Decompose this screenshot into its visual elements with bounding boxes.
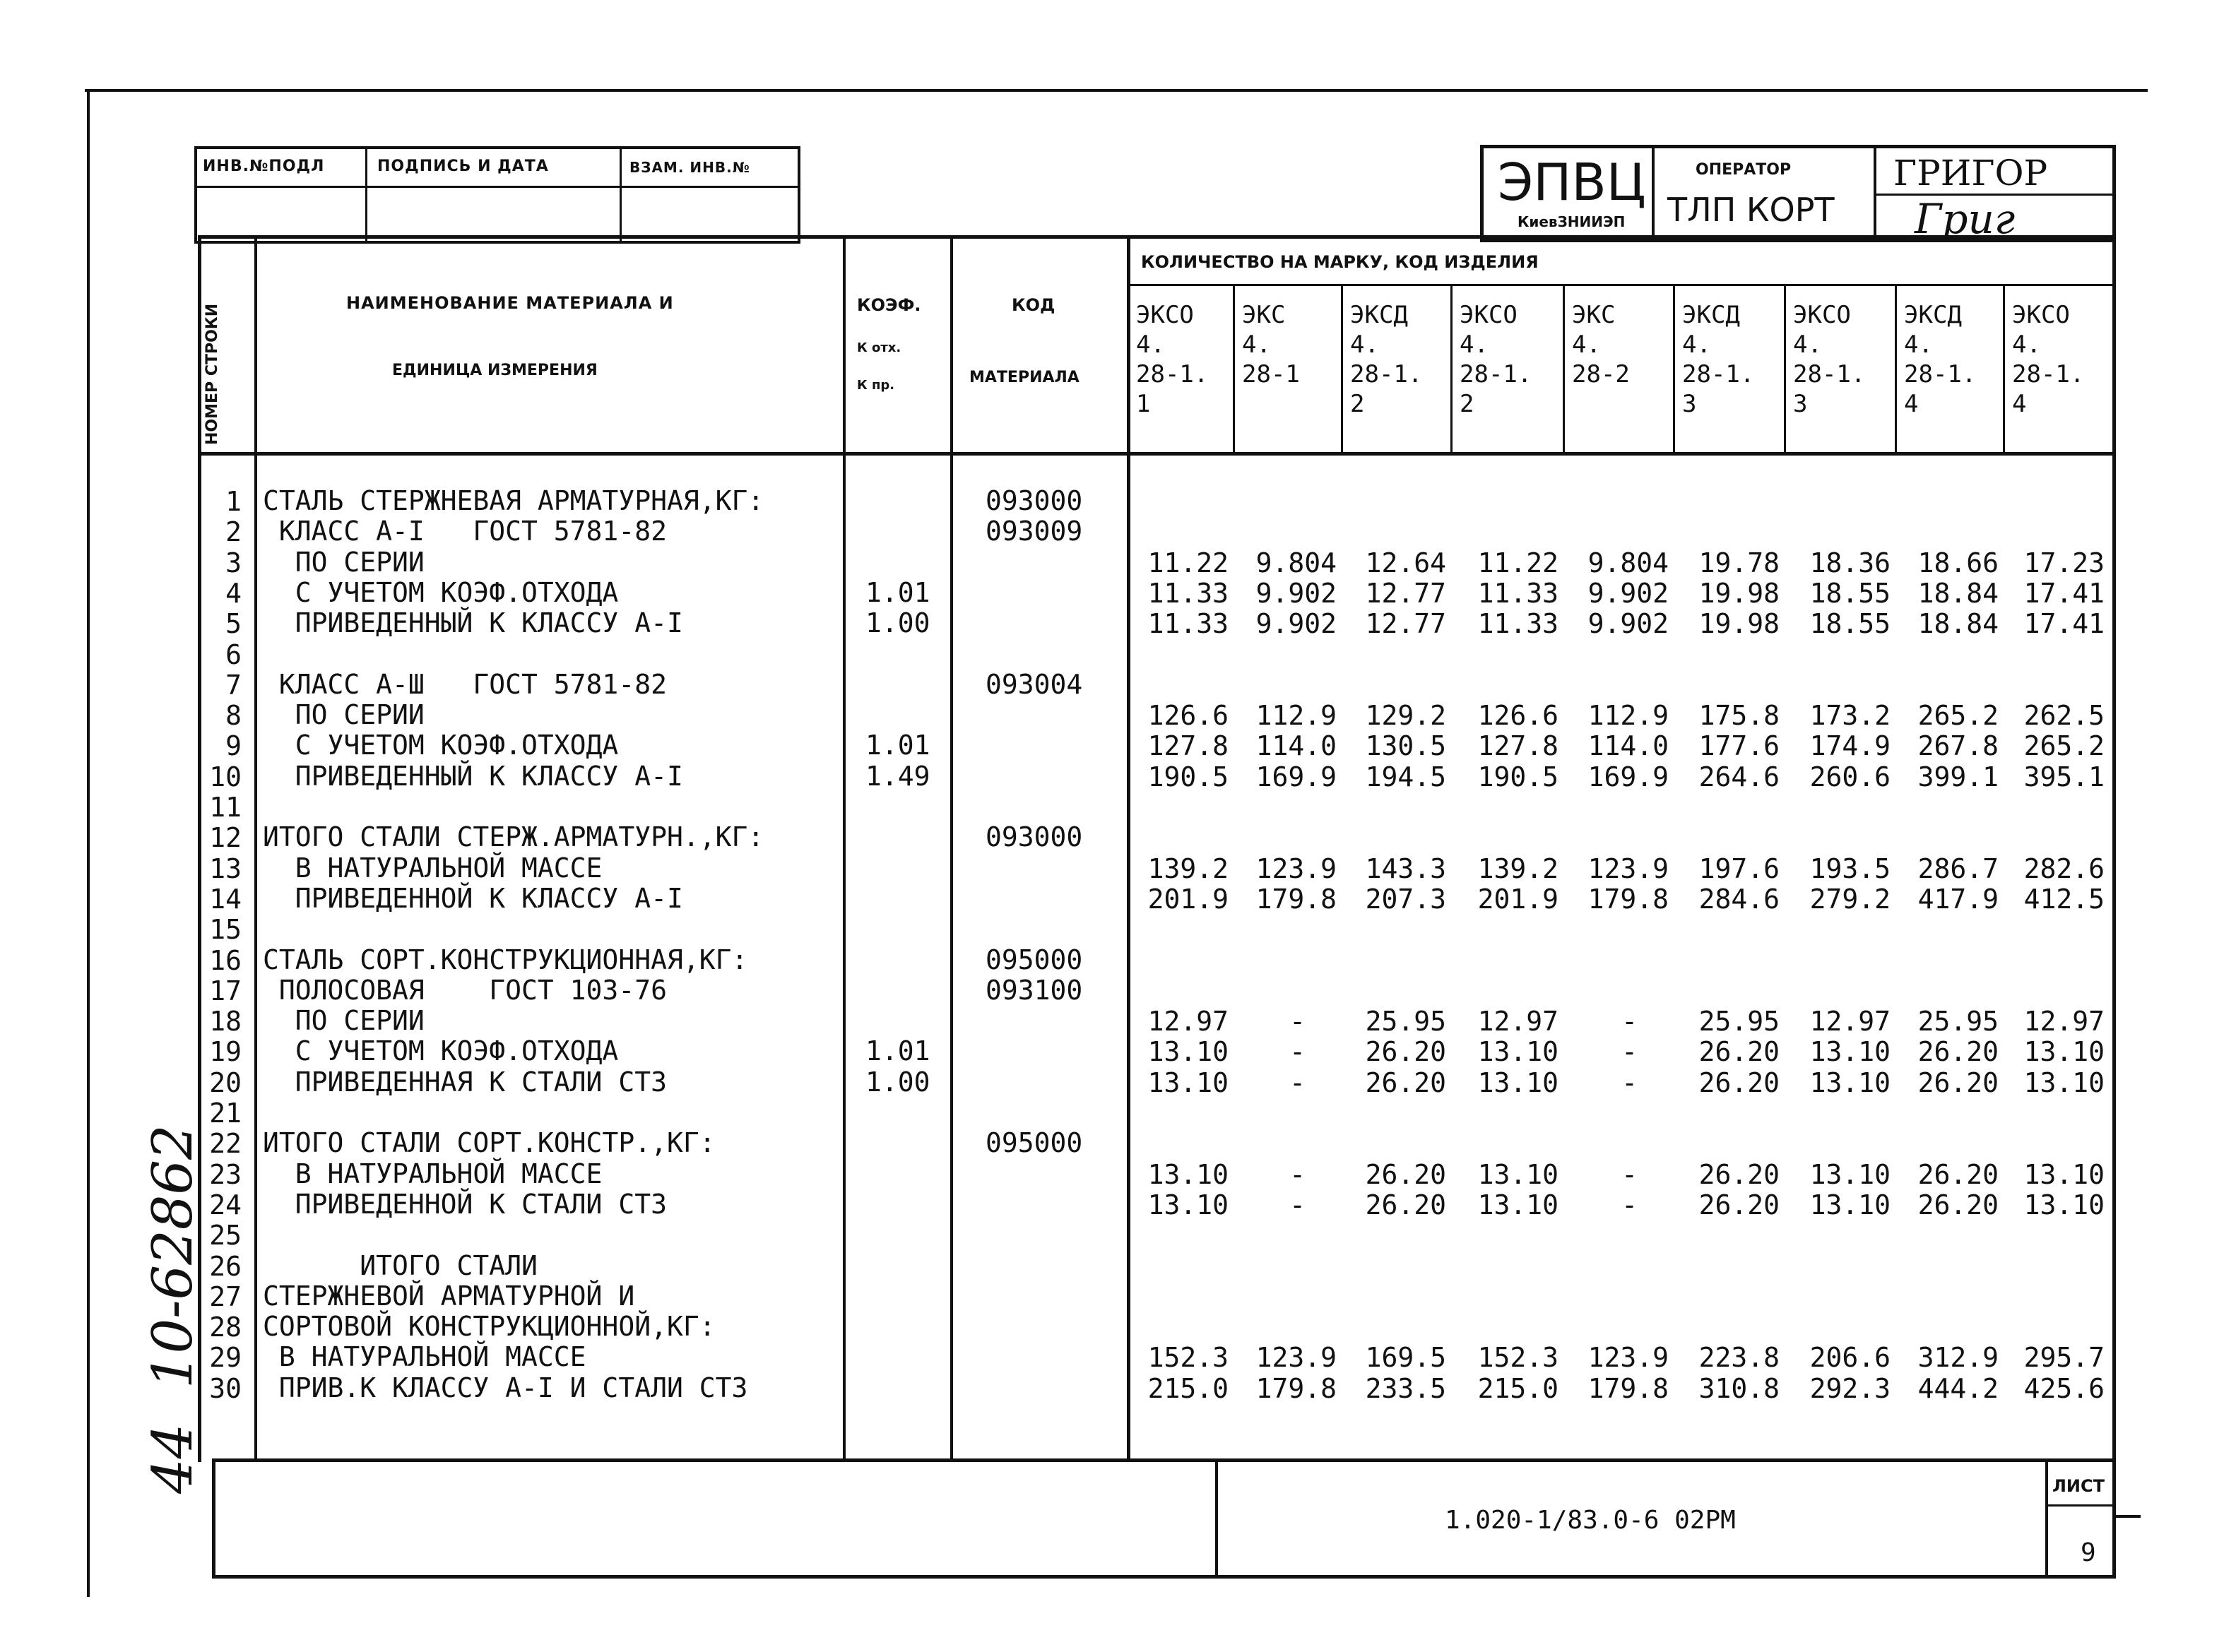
quantity-value: 13.10 [2023, 1158, 2105, 1190]
quantity-value: 26.20 [1917, 1066, 1999, 1098]
quantity-value: 175.8 [1698, 700, 1780, 732]
material-name: ПРИВ.К КЛАССУ А-I И СТАЛИ СТ3 [263, 1372, 748, 1403]
quantity-value: 13.10 [1809, 1189, 1891, 1220]
row-number: 23 [209, 1158, 242, 1190]
quantity-value: 169.5 [1365, 1342, 1446, 1374]
doc-code: 1.020-1/83.0-6 02PM [1445, 1506, 1736, 1535]
quantity-value: 26.20 [1365, 1189, 1446, 1220]
org-logo: ЭПВЦ [1498, 153, 1646, 212]
row-number: 18 [209, 1006, 242, 1038]
quantity-value: 123.9 [1255, 852, 1337, 884]
material-code: 095000 [986, 1127, 1083, 1159]
quantity-value: 279.2 [1809, 883, 1891, 915]
table-row [0, 486, 2236, 516]
row-number: 25 [209, 1220, 242, 1252]
material-name: ПРИВЕДЕННЫЙ К КЛАССУ А-I [263, 760, 683, 792]
header-name-1: НАИМЕНОВАНИЕ МАТЕРИАЛА И [346, 293, 674, 313]
quantity-value: 143.3 [1365, 852, 1446, 884]
material-name: ПО СЕРИИ [263, 1005, 425, 1037]
row-number: 21 [209, 1098, 242, 1129]
quantity-value: - [1289, 1066, 1306, 1098]
material-name: С УЧЕТОМ КОЭФ.ОТХОДА [263, 1035, 619, 1067]
quantity-value: 25.95 [1365, 1006, 1446, 1038]
table-row [0, 1159, 2236, 1189]
quantity-value: 25.95 [1698, 1006, 1780, 1038]
operator-signature: Григ [1915, 195, 2016, 243]
material-name: С УЧЕТОМ КОЭФ.ОТХОДА [263, 730, 619, 761]
column-header: ЭКСО 4. 28-1. 4 [2012, 301, 2085, 418]
material-name: В НАТУРАЛЬНОЙ МАССЕ [263, 1158, 603, 1189]
material-name: КЛАСС А-I ГОСТ 5781-82 [263, 516, 667, 547]
row-number: 3 [225, 547, 242, 578]
table-row [0, 1036, 2236, 1066]
material-name: КЛАСС А-Ш ГОСТ 5781-82 [263, 668, 667, 700]
operator-value: ТЛП КОРТ [1667, 191, 1835, 229]
quantity-value: 129.2 [1365, 700, 1446, 732]
row-number: 29 [209, 1342, 242, 1374]
table-row [0, 1128, 2236, 1158]
quantity-value: 201.9 [1147, 883, 1229, 915]
material-name: ПРИВЕДЕННОЙ К КЛАССУ А-I [263, 882, 683, 914]
table-row [0, 1312, 2236, 1342]
quantity-value: 12.77 [1365, 608, 1446, 640]
sheet-label: ЛИСТ [2052, 1476, 2105, 1496]
header-row-no: НОМЕР СТРОКИ [203, 303, 221, 445]
quantity-value: 12.97 [2023, 1006, 2105, 1038]
row-number: 7 [225, 669, 242, 701]
table-body [0, 486, 2236, 1418]
row-number: 28 [209, 1312, 242, 1343]
quantity-value: 26.20 [1365, 1066, 1446, 1098]
quantity-value: 17.23 [2023, 547, 2105, 578]
quantity-value: 126.6 [1477, 700, 1558, 732]
table-row [0, 1189, 2236, 1220]
material-code: 093009 [986, 516, 1083, 547]
quantity-value: - [1621, 1066, 1638, 1098]
quantity-value: 9.902 [1587, 577, 1669, 609]
table-row [0, 1067, 2236, 1098]
material-name: ИТОГО СТАЛИ [263, 1249, 538, 1281]
quantity-value: 179.8 [1587, 1372, 1669, 1404]
table-row [0, 670, 2236, 700]
table-row [0, 608, 2236, 638]
row-number: 4 [225, 577, 242, 609]
column-header: ЭКСО 4. 28-1. 1 [1136, 301, 1209, 418]
quantity-value: 18.55 [1809, 577, 1891, 609]
quantity-value: 13.10 [1477, 1066, 1558, 1098]
quantity-value: 267.8 [1917, 730, 1999, 762]
row-number: 1 [225, 486, 242, 517]
header-koef-1: КОЭФ. [857, 295, 921, 315]
quantity-value: - [1621, 1006, 1638, 1038]
quantity-value: 130.5 [1365, 730, 1446, 762]
quantity-value: 395.1 [2023, 761, 2105, 792]
header-code-1: КОД [1012, 295, 1055, 315]
operator-name: ГРИГОР [1893, 153, 2048, 194]
material-code: 093000 [986, 485, 1083, 516]
quantity-value: 206.6 [1809, 1342, 1891, 1374]
table-row [0, 853, 2236, 884]
quantity-value: 179.8 [1255, 883, 1337, 915]
quantity-value: 152.3 [1477, 1342, 1558, 1374]
quantity-value: 12.97 [1809, 1006, 1891, 1038]
column-header: ЭКСО 4. 28-1. 2 [1460, 301, 1532, 418]
header-koef-2: К отх. [857, 340, 901, 355]
quantity-value: 18.55 [1809, 608, 1891, 640]
quantity-value: 13.10 [1147, 1066, 1229, 1098]
material-code: 093004 [986, 668, 1083, 700]
quantity-value: 9.902 [1255, 608, 1337, 640]
table-row [0, 975, 2236, 1006]
quantity-value: 190.5 [1147, 761, 1229, 792]
quantity-value: 207.3 [1365, 883, 1446, 915]
quantity-value: 292.3 [1809, 1372, 1891, 1404]
column-header: ЭКСО 4. 28-1. 3 [1793, 301, 1866, 418]
quantity-value: 179.8 [1255, 1372, 1337, 1404]
table-row [0, 547, 2236, 578]
table-row [0, 578, 2236, 608]
row-number: 15 [209, 914, 242, 946]
material-code: 095000 [986, 944, 1083, 975]
table-row [0, 516, 2236, 547]
quantity-value: 18.36 [1809, 547, 1891, 578]
row-number: 13 [209, 852, 242, 884]
quantity-value: 9.902 [1587, 608, 1669, 640]
coefficient: 1.49 [865, 760, 930, 792]
org-box [1480, 145, 2116, 242]
quantity-value: 152.3 [1147, 1342, 1229, 1374]
table-row [0, 1281, 2236, 1312]
quantity-value: 312.9 [1917, 1342, 1999, 1374]
stamp-podpis-data: ПОДПИСЬ И ДАТА [377, 158, 549, 175]
quantity-value: 26.20 [1698, 1066, 1780, 1098]
quantity-value: 13.10 [1809, 1036, 1891, 1068]
quantity-value: 19.98 [1698, 577, 1780, 609]
material-name: В НАТУРАЛЬНОЙ МАССЕ [263, 1341, 586, 1373]
quantity-value: 173.2 [1809, 700, 1891, 732]
quantity-value: 112.9 [1587, 700, 1669, 732]
quantity-value: 26.20 [1917, 1189, 1999, 1220]
quantity-value: 26.20 [1917, 1036, 1999, 1068]
quantity-value: 169.9 [1255, 761, 1337, 792]
header-code-2: МАТЕРИАЛА [969, 369, 1079, 386]
quantity-value: 215.0 [1477, 1372, 1558, 1404]
column-header: ЭКСД 4. 28-1. 4 [1904, 301, 1977, 418]
quantity-value: 26.20 [1698, 1189, 1780, 1220]
material-code: 093100 [986, 974, 1083, 1006]
quantity-value: 260.6 [1809, 761, 1891, 792]
quantity-value: 9.804 [1255, 547, 1337, 578]
table-row [0, 730, 2236, 761]
column-header: ЭКСД 4. 28-1. 3 [1682, 301, 1755, 418]
quantity-value: 139.2 [1477, 852, 1558, 884]
table-row [0, 884, 2236, 914]
row-number: 17 [209, 975, 242, 1006]
row-number: 2 [225, 516, 242, 548]
row-number: 5 [225, 608, 242, 640]
quantity-value: 11.22 [1477, 547, 1558, 578]
stamp-box [194, 146, 800, 244]
row-number: 22 [209, 1128, 242, 1160]
row-number: 16 [209, 944, 242, 976]
table-row [0, 914, 2236, 944]
row-number: 14 [209, 883, 242, 915]
material-name: ПО СЕРИИ [263, 546, 425, 578]
quantity-value: 193.5 [1809, 852, 1891, 884]
quantity-value: - [1289, 1036, 1306, 1068]
margin-note: 44 10-62862 [141, 1124, 205, 1494]
quantity-value: 26.20 [1698, 1036, 1780, 1068]
row-number: 19 [209, 1036, 242, 1068]
sheet-number: 9 [2081, 1538, 2096, 1567]
quantity-value: 13.10 [1477, 1158, 1558, 1190]
quantity-value: 123.9 [1587, 852, 1669, 884]
quantity-value: 233.5 [1365, 1372, 1446, 1404]
row-number: 11 [209, 792, 242, 823]
operator-label: ОПЕРАТОР [1696, 161, 1792, 179]
row-number: 24 [209, 1189, 242, 1220]
table-row [0, 1373, 2236, 1403]
coefficient: 1.01 [865, 576, 930, 608]
row-number: 6 [225, 638, 242, 670]
quantity-value: 264.6 [1698, 761, 1780, 792]
quantity-value: 17.41 [2023, 608, 2105, 640]
table-row [0, 639, 2236, 670]
quantity-value: 26.20 [1365, 1158, 1446, 1190]
quantity-value: 17.41 [2023, 577, 2105, 609]
quantity-value: 12.64 [1365, 547, 1446, 578]
material-name: ИТОГО СТАЛИ СОРТ.КОНСТР.,КГ: [263, 1127, 716, 1159]
quantity-value: 11.33 [1147, 608, 1229, 640]
stamp-vzam-inv: ВЗАМ. ИНВ.№ [629, 159, 750, 176]
quantity-value: 215.0 [1147, 1372, 1229, 1404]
quantity-value: 13.10 [1147, 1189, 1229, 1220]
quantity-value: 265.2 [1917, 700, 1999, 732]
quantity-value: - [1621, 1036, 1638, 1068]
row-number: 30 [209, 1372, 242, 1404]
quantity-value: 399.1 [1917, 761, 1999, 792]
org-sub: КиевЗНИИЭП [1518, 213, 1626, 230]
quantity-value: - [1289, 1006, 1306, 1038]
column-header: ЭКСД 4. 28-1. 2 [1350, 301, 1423, 418]
table-row [0, 700, 2236, 730]
quantity-value: 139.2 [1147, 852, 1229, 884]
page-border-top [85, 89, 2148, 92]
quantity-value: 18.84 [1917, 608, 1999, 640]
quantity-value: - [1621, 1189, 1638, 1220]
quantity-value: 13.10 [1147, 1158, 1229, 1190]
quantity-value: 26.20 [1917, 1158, 1999, 1190]
quantity-value: 12.97 [1477, 1006, 1558, 1038]
table-row [0, 792, 2236, 822]
table-row [0, 761, 2236, 792]
material-name: СТЕРЖНЕВОЙ АРМАТУРНОЙ И [263, 1280, 635, 1312]
quantity-value: 19.98 [1698, 608, 1780, 640]
material-name: В НАТУРАЛЬНОЙ МАССЕ [263, 852, 603, 884]
quantity-value: 13.10 [1147, 1036, 1229, 1068]
material-name: СТАЛЬ СОРТ.КОНСТРУКЦИОННАЯ,КГ: [263, 944, 748, 975]
coefficient: 1.00 [865, 607, 930, 639]
quantity-value: 174.9 [1809, 730, 1891, 762]
table-row [0, 1251, 2236, 1281]
coefficient: 1.00 [865, 1066, 930, 1098]
material-name: ПРИВЕДЕННЫЙ К КЛАССУ А-I [263, 607, 683, 639]
quantity-value: 114.0 [1255, 730, 1337, 762]
quantity-value: 444.2 [1917, 1372, 1999, 1404]
quantity-value: - [1621, 1158, 1638, 1190]
table-row [0, 1342, 2236, 1372]
row-number: 26 [209, 1250, 242, 1282]
header-name-2: ЕДИНИЦА ИЗМЕРЕНИЯ [392, 362, 598, 379]
material-name: ИТОГО СТАЛИ СТЕРЖ.АРМАТУРН.,КГ: [263, 821, 764, 853]
material-code: 093000 [986, 821, 1083, 853]
quantity-value: - [1289, 1189, 1306, 1220]
quantity-value: 13.10 [2023, 1189, 2105, 1220]
table-row [0, 1006, 2236, 1036]
column-header: ЭКС 4. 28-2 [1572, 301, 1630, 388]
quantity-value: 13.10 [2023, 1066, 2105, 1098]
quantity-value: 295.7 [2023, 1342, 2105, 1374]
table-row [0, 1098, 2236, 1128]
quantity-value: 310.8 [1698, 1372, 1780, 1404]
quantity-value: 179.8 [1587, 883, 1669, 915]
coefficient: 1.01 [865, 730, 930, 761]
quantity-value: 26.20 [1698, 1158, 1780, 1190]
quantity-value: 127.8 [1477, 730, 1558, 762]
row-number: 20 [209, 1066, 242, 1098]
quantity-value: 112.9 [1255, 700, 1337, 732]
row-number: 12 [209, 822, 242, 854]
quantity-value: 127.8 [1147, 730, 1229, 762]
quantity-value: 26.20 [1365, 1036, 1446, 1068]
quantity-value: - [1289, 1158, 1306, 1190]
quantity-value: 13.10 [1809, 1066, 1891, 1098]
table-row [0, 1220, 2236, 1250]
quantity-value: 123.9 [1587, 1342, 1669, 1374]
material-name: СТАЛЬ СТЕРЖНЕВАЯ АРМАТУРНАЯ,КГ: [263, 485, 764, 516]
quantity-value: 11.33 [1477, 608, 1558, 640]
quantity-value: 282.6 [2023, 852, 2105, 884]
material-name: ПРИВЕДЕННОЙ К СТАЛИ СТ3 [263, 1188, 667, 1220]
row-number: 9 [225, 730, 242, 762]
quantity-value: 194.5 [1365, 761, 1446, 792]
row-number: 8 [225, 700, 242, 732]
quantity-value: 114.0 [1587, 730, 1669, 762]
quantity-value: 286.7 [1917, 852, 1999, 884]
stamp-inv-podl: ИНВ.№ПОДЛ [203, 158, 325, 175]
quantity-value: 262.5 [2023, 700, 2105, 732]
row-number: 27 [209, 1280, 242, 1312]
quantity-value: 18.84 [1917, 577, 1999, 609]
quantity-value: 425.6 [2023, 1372, 2105, 1404]
header-qty-title: КОЛИЧЕСТВО НА МАРКУ, КОД ИЗДЕЛИЯ [1141, 252, 1539, 272]
quantity-value: 11.33 [1477, 577, 1558, 609]
quantity-value: 11.22 [1147, 547, 1229, 578]
quantity-value: 417.9 [1917, 883, 1999, 915]
material-name: С УЧЕТОМ КОЭФ.ОТХОДА [263, 576, 619, 608]
quantity-value: 169.9 [1587, 761, 1669, 792]
material-name: ПОЛОСОВАЯ ГОСТ 103-76 [263, 974, 667, 1006]
quantity-value: 123.9 [1255, 1342, 1337, 1374]
material-name: ПО СЕРИИ [263, 699, 425, 731]
table-row [0, 822, 2236, 852]
quantity-value: 13.10 [1477, 1189, 1558, 1220]
quantity-value: 284.6 [1698, 883, 1780, 915]
quantity-value: 25.95 [1917, 1006, 1999, 1038]
column-header: ЭКС 4. 28-1 [1242, 301, 1300, 388]
coefficient: 1.01 [865, 1035, 930, 1067]
quantity-value: 223.8 [1698, 1342, 1780, 1374]
quantity-value: 12.97 [1147, 1006, 1229, 1038]
quantity-value: 9.804 [1587, 547, 1669, 578]
quantity-value: 9.902 [1255, 577, 1337, 609]
quantity-value: 19.78 [1698, 547, 1780, 578]
quantity-value: 13.10 [1477, 1036, 1558, 1068]
quantity-value: 197.6 [1698, 852, 1780, 884]
quantity-value: 13.10 [1809, 1158, 1891, 1190]
row-number: 10 [209, 761, 242, 792]
quantity-value: 11.33 [1147, 577, 1229, 609]
quantity-value: 18.66 [1917, 547, 1999, 578]
quantity-value: 190.5 [1477, 761, 1558, 792]
quantity-value: 12.77 [1365, 577, 1446, 609]
footer-block [212, 1458, 2116, 1579]
table-row [0, 945, 2236, 975]
quantity-value: 265.2 [2023, 730, 2105, 762]
quantity-value: 201.9 [1477, 883, 1558, 915]
material-name: ПРИВЕДЕННАЯ К СТАЛИ СТ3 [263, 1066, 667, 1098]
quantity-value: 412.5 [2023, 883, 2105, 915]
quantity-value: 177.6 [1698, 730, 1780, 762]
quantity-value: 126.6 [1147, 700, 1229, 732]
material-name: СОРТОВОЙ КОНСТРУКЦИОННОЙ,КГ: [263, 1311, 716, 1343]
quantity-value: 13.10 [2023, 1036, 2105, 1068]
header-koef-3: К пр. [857, 378, 895, 393]
